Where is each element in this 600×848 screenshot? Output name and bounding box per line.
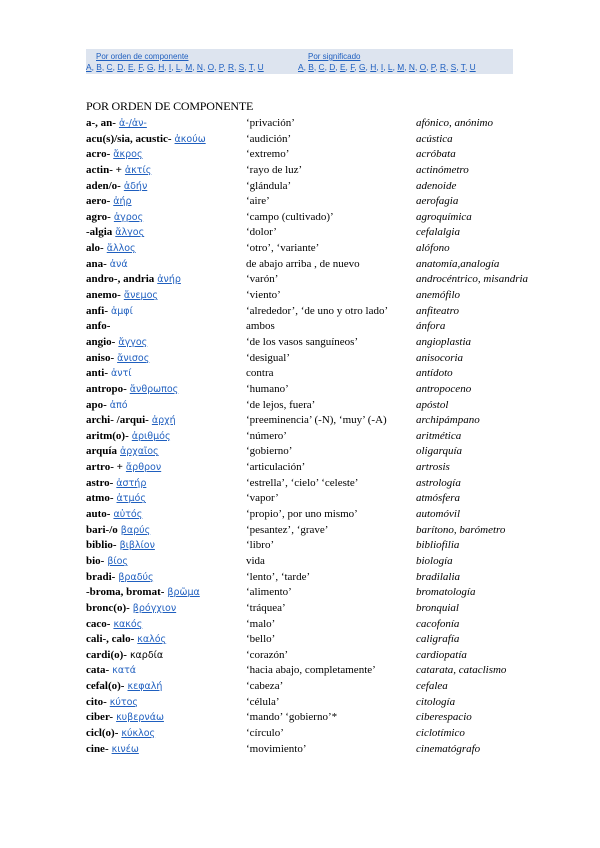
component-prefix: caco- (86, 617, 111, 630)
component-cell (86, 585, 200, 600)
component-cell (86, 194, 132, 209)
component-prefix: cefal(o)- (86, 680, 125, 693)
component-prefix: aritm(o)- (86, 429, 129, 442)
meaning-cell: ‘pesantez’, ‘grave’ (246, 523, 329, 536)
component-prefix: auto- (86, 508, 111, 521)
letter-link-right-e[interactable]: E (339, 62, 346, 72)
greek-etymon-link[interactable]: ἀδήν (123, 180, 148, 192)
meaning-cell: ‘campo (cultivado)’ (246, 210, 334, 223)
entry-row (86, 179, 516, 195)
example-cell: agroquímica (416, 210, 472, 223)
component-prefix: acro- (86, 148, 111, 161)
component-cell (86, 601, 176, 616)
letter-link-right-m[interactable]: M (397, 62, 405, 72)
letter-link-right-i[interactable]: I (380, 62, 384, 72)
example-cell: caligrafía (416, 633, 460, 646)
component-cell (86, 710, 164, 725)
component-prefix: a-, an- (86, 117, 116, 129)
meaning-cell: ‘lento’, ‘tarde’ (246, 570, 311, 583)
component-cell (86, 632, 166, 647)
meaning-cell: ‘número’ (246, 429, 287, 442)
greek-etymon-link[interactable]: κεφαλή (127, 681, 163, 693)
greek-etymon-link[interactable]: ἀρχαῖος (119, 446, 159, 458)
entry-row (86, 225, 516, 241)
letter-link-left-s[interactable]: S (238, 62, 245, 72)
component-prefix: biblio- (86, 539, 117, 552)
entry-row (86, 413, 516, 429)
greek-etymon-link[interactable]: ἀκτίς (124, 164, 152, 176)
component-prefix: cali-, calo- (86, 633, 135, 646)
example-cell: aerofagia (416, 195, 459, 208)
letter-link-right-h[interactable]: H (370, 62, 377, 72)
entry-row (86, 476, 516, 492)
entry-row (86, 351, 516, 367)
greek-etymon-link[interactable]: ἄνισος (117, 352, 150, 364)
by-component-index (86, 52, 264, 73)
section-title: POR ORDEN DE COMPONENTE (86, 99, 254, 113)
entry-row (86, 507, 516, 523)
example-cell: oligarquía (416, 445, 463, 458)
greek-etymon: ἀπό (109, 399, 128, 411)
component-cell (86, 241, 136, 256)
greek-etymon-link[interactable]: βρῶμα (167, 587, 200, 599)
component-cell (86, 726, 155, 741)
by-component-link[interactable]: Por orden de componente (96, 52, 189, 61)
component-cell (86, 679, 162, 694)
meaning-cell: ‘hacia abajo, completamente’ (246, 664, 376, 677)
entry-row (86, 554, 516, 570)
example-cell: anemófilo (416, 289, 460, 302)
greek-etymon-link[interactable]: κύτος (109, 696, 138, 708)
greek-etymon-link[interactable]: ἀτμός (116, 493, 146, 505)
greek-etymon-link[interactable]: κύκλος (121, 727, 156, 739)
component-prefix: alo- (86, 242, 104, 255)
component-cell (86, 444, 159, 459)
entry-row (86, 257, 516, 273)
entry-row (86, 695, 516, 711)
component-prefix: actin- + (86, 163, 122, 176)
greek-etymon-link[interactable]: ἀστήρ (116, 477, 147, 489)
entry-row (86, 570, 516, 586)
example-cell: automóvil (416, 508, 460, 521)
meaning-cell: ‘articulación’ (246, 461, 306, 474)
meaning-cell: ‘preeminencia’ (-N), ‘muy’ (-A) (246, 414, 387, 427)
component-prefix: cicl(o)- (86, 726, 119, 739)
meaning-cell: ‘viento’ (246, 289, 281, 302)
example-cell: apóstol (416, 398, 449, 411)
greek-etymon-link[interactable]: κυβερνάω (116, 712, 164, 724)
greek-etymon: ἀνά (109, 258, 128, 270)
example-cell: citología (416, 695, 456, 708)
component-cell (86, 476, 146, 491)
meaning-cell: de abajo arriba , de nuevo (246, 257, 360, 270)
example-cell: cefalalgia (416, 226, 460, 239)
example-cell: cacofonía (416, 617, 460, 630)
entry-row (86, 679, 516, 695)
example-cell: aritmética (416, 429, 462, 442)
component-prefix: cardi(o)- (86, 648, 127, 661)
meaning-cell: ‘vapor’ (246, 492, 279, 505)
greek-etymon-link[interactable]: ἄνεμος (123, 290, 158, 302)
letter-link-left-l[interactable]: L (175, 62, 181, 72)
letter-index-bar (86, 49, 513, 74)
letter-link-left-c[interactable]: C (106, 62, 113, 72)
component-prefix: arquía (86, 445, 117, 458)
meaning-cell: ‘desigual’ (246, 351, 290, 364)
entry-row (86, 147, 516, 163)
by-meaning-link[interactable]: Por significado (308, 52, 361, 61)
entry-row (86, 366, 516, 382)
entry-row (86, 210, 516, 226)
component-prefix: aniso- (86, 351, 115, 364)
example-cell: anfiteatro (416, 304, 459, 317)
meaning-cell: ‘de los vasos sanguíneos’ (246, 335, 359, 348)
letter-link-left-i[interactable]: I (168, 62, 172, 72)
component-cell (86, 179, 147, 194)
letter-link-left-t[interactable]: T (248, 62, 253, 72)
component-cell (86, 570, 154, 585)
component-prefix: cito- (86, 695, 107, 708)
component-cell (86, 663, 136, 678)
component-cell (86, 366, 132, 381)
entry-row (86, 710, 516, 726)
letter-link-left-b[interactable]: B (96, 62, 102, 72)
by-component-letters: A, B, C, D, E, F, G, H, I, L, M, N, O, P, R, S, T, U (86, 62, 264, 72)
component-prefix: -algia (86, 226, 113, 239)
component-prefix: andro-, andria (86, 273, 155, 286)
by-meaning-index (298, 52, 476, 73)
component-prefix: anfi- (86, 304, 108, 317)
component-cell (86, 398, 128, 413)
entry-row (86, 116, 516, 132)
meaning-cell: ‘cabeza’ (246, 680, 284, 693)
component-cell (86, 319, 110, 334)
component-prefix: atmo- (86, 492, 114, 505)
component-cell (86, 351, 149, 366)
example-cell: bradilalia (416, 570, 461, 583)
example-cell: cinematógrafo (416, 742, 481, 755)
example-cell: catarata, cataclismo (416, 664, 507, 677)
component-cell (86, 554, 128, 569)
letter-link-left-r[interactable]: R (227, 62, 234, 72)
meaning-cell: ‘mando’ ‘gobierno’* (246, 711, 338, 724)
meaning-cell: ‘bello’ (246, 633, 276, 646)
entry-row (86, 194, 516, 210)
component-prefix: anemo- (86, 289, 121, 302)
greek-etymon-link[interactable]: ἀνήρ (157, 274, 181, 286)
letter-link-right-d[interactable]: D (329, 62, 336, 72)
example-cell: acróbata (416, 148, 456, 161)
meaning-cell: ‘humano’ (246, 382, 289, 395)
entry-row (86, 538, 516, 554)
component-prefix: angio- (86, 335, 116, 348)
component-prefix: ciber- (86, 711, 114, 724)
example-cell: actinómetro (416, 163, 469, 176)
letter-link-right-c[interactable]: C (318, 62, 325, 72)
greek-etymon: καρδία (129, 649, 164, 661)
meaning-cell: ‘gobierno’ (246, 445, 293, 458)
component-cell (86, 695, 138, 710)
entry-list (86, 116, 529, 757)
component-cell (86, 429, 171, 444)
example-cell: bromatología (416, 586, 476, 599)
letter-link-right-a[interactable]: A (298, 62, 304, 72)
component-cell (86, 288, 158, 303)
example-cell: bronquial (416, 601, 459, 614)
letter-link-left-p[interactable]: P (218, 62, 224, 72)
letter-link-left-g[interactable]: G (147, 62, 154, 72)
component-cell (86, 225, 144, 240)
entry-row (86, 663, 516, 679)
example-cell: cardiopatía (416, 648, 467, 661)
component-prefix: cata- (86, 664, 110, 677)
meaning-cell: ‘privación’ (246, 117, 295, 129)
greek-etymon-link[interactable]: κακός (113, 618, 143, 630)
meaning-cell: ‘tráquea’ (246, 601, 286, 614)
example-cell: atmósfera (416, 492, 460, 505)
example-cell: astrología (416, 476, 461, 489)
meaning-cell: ‘malo’ (246, 617, 276, 630)
entry-row (86, 398, 516, 414)
component-prefix: archi- /arqui- (86, 414, 149, 427)
component-cell (86, 538, 155, 553)
greek-etymon-link[interactable]: ἀρχή (151, 415, 176, 427)
component-cell (86, 742, 139, 757)
letter-link-right-p[interactable]: P (430, 62, 436, 72)
greek-etymon-link[interactable]: ἄρθρον (125, 462, 162, 474)
greek-etymon: ἀντί (111, 368, 132, 380)
example-cell: barítono, barómetro (416, 523, 506, 536)
meaning-cell: ‘glándula’ (246, 179, 292, 192)
entry-row (86, 272, 529, 288)
component-prefix: cine- (86, 742, 109, 755)
entry-row (86, 241, 516, 257)
example-cell: cefalea (416, 680, 448, 693)
component-prefix: apo- (86, 398, 107, 411)
greek-etymon-link[interactable]: ἀ-/ἀν- (118, 118, 147, 129)
entry-row (86, 444, 516, 460)
meaning-cell: vida (246, 554, 265, 567)
greek-etymon-link[interactable]: βιβλίον (119, 540, 155, 552)
example-cell: antropoceno (416, 382, 472, 395)
example-cell: androcéntrico, misandria (416, 273, 529, 286)
letter-link-left-e[interactable]: E (127, 62, 134, 72)
entry-row (86, 429, 516, 445)
greek-etymon-link[interactable]: αὐτός (113, 509, 143, 521)
component-cell (86, 257, 128, 272)
component-prefix: -broma, bromat- (86, 586, 165, 599)
meaning-cell: ‘extremo’ (246, 148, 290, 161)
component-cell (86, 507, 142, 522)
greek-etymon-link[interactable]: βρόγχιον (132, 602, 177, 614)
greek-etymon: κατά (112, 665, 137, 677)
greek-etymon-link[interactable]: βραδύς (118, 571, 154, 583)
entry-row (86, 335, 516, 351)
meaning-cell: ‘libro’ (246, 539, 275, 552)
letter-link-right-b[interactable]: B (308, 62, 314, 72)
example-cell: anisocoria (416, 351, 464, 364)
letter-link-left-u[interactable]: U (257, 62, 264, 72)
component-prefix: antropo- (86, 382, 127, 395)
component-cell (86, 413, 176, 428)
greek-etymon-link[interactable]: ἄνθρωπος (129, 383, 179, 395)
greek-etymon-link[interactable]: ἄλλος (106, 243, 136, 255)
example-cell: antídoto (416, 367, 453, 380)
example-cell: ánfora (416, 320, 446, 333)
component-cell (86, 335, 147, 350)
letter-link-right-s[interactable]: S (450, 62, 457, 72)
component-cell (86, 272, 181, 287)
component-cell (86, 460, 161, 475)
entry-row (86, 632, 516, 648)
greek-etymon-link[interactable]: ἀριθμός (131, 430, 171, 442)
example-cell: artrosis (416, 461, 450, 474)
letter-link-left-o[interactable]: O (207, 62, 215, 72)
example-cell: afónico, anónimo (416, 117, 493, 129)
greek-etymon-link[interactable]: κινέω (111, 743, 139, 755)
component-cell (86, 304, 133, 319)
letter-link-left-h[interactable]: H (158, 62, 165, 72)
greek-etymon-link[interactable]: ἄλγος (115, 227, 145, 239)
component-prefix: bari-/o (86, 523, 118, 536)
meaning-cell: ‘otro’, ‘variante’ (246, 242, 320, 255)
letter-link-right-l[interactable]: L (387, 62, 393, 72)
letter-link-right-t[interactable]: T (460, 62, 465, 72)
component-prefix: anfo- (86, 320, 111, 333)
entry-row (86, 601, 516, 617)
component-cell (86, 523, 150, 538)
component-cell (86, 382, 178, 397)
example-cell: biología (416, 554, 453, 567)
entry-row (86, 585, 516, 601)
component-cell (86, 491, 146, 506)
entry-row (86, 319, 516, 335)
entry-row (86, 491, 516, 507)
component-cell (86, 617, 142, 632)
entry-row (86, 132, 516, 148)
component-prefix: bradi- (86, 570, 116, 583)
example-cell: acústica (416, 132, 453, 145)
meaning-cell: contra (246, 367, 274, 380)
letter-link-left-f[interactable]: F (138, 62, 143, 72)
meaning-cell: ‘alrededor’, ‘de uno y otro lado’ (246, 304, 389, 317)
component-prefix: aero- (86, 195, 111, 208)
component-prefix: astro- (86, 476, 114, 489)
component-prefix: ana- (86, 257, 107, 270)
letter-link-left-a[interactable]: A (86, 62, 92, 72)
component-prefix: artro- + (86, 461, 123, 474)
letter-link-right-f[interactable]: F (350, 62, 355, 72)
letter-link-left-m[interactable]: M (185, 62, 193, 72)
meaning-cell: ‘de lejos, fuera’ (246, 398, 316, 411)
component-prefix: bronc(o)- (86, 601, 130, 614)
letter-link-left-d[interactable]: D (117, 62, 124, 72)
greek-etymon-link[interactable]: ἄγγος (118, 336, 148, 348)
letter-link-right-n[interactable]: N (408, 62, 415, 72)
entry-row (86, 648, 516, 664)
meaning-cell: ‘estrella’, ‘cielo’ ‘celeste’ (246, 476, 359, 489)
example-cell: anatomía,analogía (416, 257, 500, 270)
greek-etymon-link[interactable]: ἄκρος (113, 149, 143, 161)
component-cell (86, 210, 143, 225)
meaning-cell: ‘audición’ (246, 132, 292, 145)
meaning-cell: ‘varón’ (246, 273, 279, 286)
meaning-cell: ‘célula’ (246, 695, 280, 708)
component-cell (86, 147, 143, 162)
example-cell: bibliofilia (416, 539, 460, 552)
greek-etymon-link[interactable]: ἀκούω (174, 133, 206, 145)
entry-row (86, 617, 516, 633)
greek-etymon-link[interactable]: ἀήρ (113, 196, 132, 208)
meaning-cell: ‘corazón’ (246, 648, 289, 661)
greek-etymon-link[interactable]: βαρύς (120, 524, 151, 536)
entry-row (86, 460, 516, 476)
letter-link-right-u[interactable]: U (469, 62, 476, 72)
component-prefix: aden/o- (86, 179, 121, 192)
example-cell: angioplastia (416, 335, 472, 348)
meaning-cell: ‘círculo’ (246, 726, 284, 739)
example-cell: alófono (416, 242, 450, 255)
component-cell (86, 132, 206, 147)
by-meaning-letters: A, B, C, D, E, F, G, H, I, L, M, N, O, P, R, S, T, U (298, 62, 476, 72)
component-prefix: agro- (86, 210, 111, 223)
example-cell: adenoide (416, 179, 457, 192)
entry-row (86, 382, 516, 398)
meaning-cell: ‘dolor’ (246, 226, 277, 239)
entry-row (86, 288, 516, 304)
meaning-cell: ‘propio’, por uno mismo’ (246, 508, 358, 521)
letter-link-left-n[interactable]: N (196, 62, 203, 72)
meaning-cell: ambos (246, 320, 275, 333)
greek-etymon-link[interactable]: καλός (137, 634, 167, 646)
greek-etymon: ἀμφί (111, 305, 133, 317)
meaning-cell: ‘movimiento’ (246, 742, 307, 755)
greek-etymon-link[interactable]: βίος (107, 555, 129, 567)
example-cell: archipámpano (416, 414, 480, 427)
letter-link-right-r[interactable]: R (439, 62, 446, 72)
entry-row (86, 726, 516, 742)
component-prefix: anti- (86, 367, 108, 380)
example-cell: ciclotímico (416, 726, 465, 739)
meaning-cell: ‘rayo de luz’ (246, 163, 303, 176)
meaning-cell: ‘alimento’ (246, 586, 292, 599)
entry-row (86, 304, 516, 320)
component-cell (86, 163, 151, 178)
letter-link-right-g[interactable]: G (359, 62, 366, 72)
component-cell (86, 116, 147, 131)
letter-link-right-o[interactable]: O (419, 62, 427, 72)
entry-row (86, 742, 516, 758)
entry-row (86, 163, 516, 179)
example-cell: ciberespacio (416, 711, 472, 724)
meaning-cell: ‘aire’ (246, 195, 270, 208)
greek-etymon-link[interactable]: ἀγρος (113, 211, 144, 223)
component-prefix: acu(s)/sia, acustic- (86, 132, 172, 145)
component-prefix: bio- (86, 554, 105, 567)
component-cell (86, 648, 163, 663)
entry-row (86, 523, 516, 539)
